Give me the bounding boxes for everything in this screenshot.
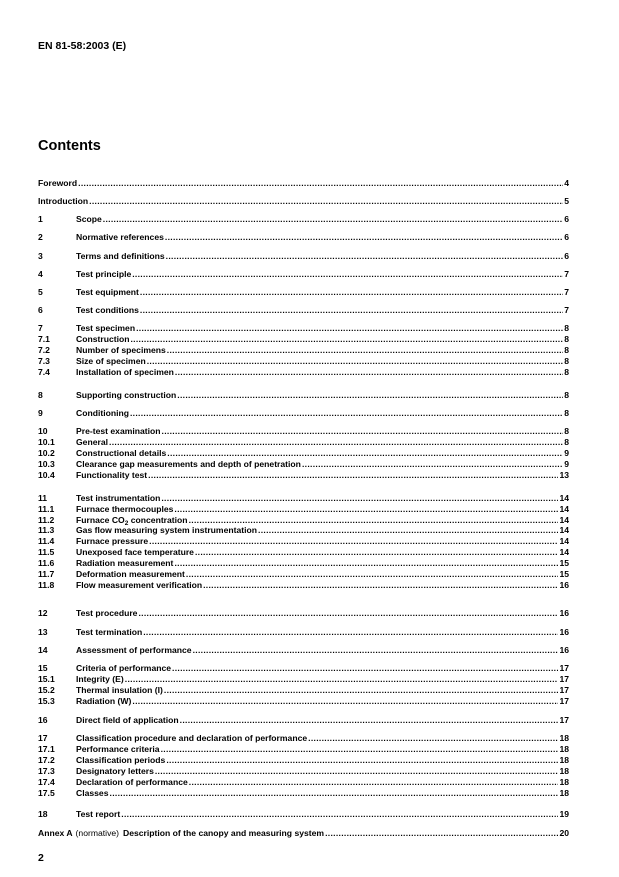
- toc-entry-label: Test specimen: [76, 323, 136, 333]
- dot-leader: [149, 536, 558, 547]
- dot-leader: [143, 627, 558, 638]
- dot-leader: [78, 178, 563, 189]
- toc-entry-label: Furnace pressure: [76, 536, 149, 546]
- toc-entry-label: Classes: [76, 788, 109, 798]
- toc-entry[interactable]: [38, 390, 569, 401]
- toc-entry-number: 11: [38, 493, 48, 503]
- toc-entry-page: 16: [559, 580, 569, 590]
- toc-entry[interactable]: [38, 674, 569, 685]
- toc-entry-label: Performance criteria: [76, 744, 160, 754]
- dot-leader: [132, 269, 563, 280]
- toc-entry-page: 8: [564, 323, 569, 333]
- dot-leader: [174, 558, 558, 569]
- toc-entry-number: 15.1: [38, 674, 55, 684]
- dot-leader: [193, 645, 559, 656]
- toc-entry-label: Test conditions: [76, 305, 139, 315]
- toc-entry-number: 17.5: [38, 788, 55, 798]
- toc-entry-label: General: [76, 437, 109, 447]
- toc-entry-label: Construction: [76, 334, 130, 344]
- toc-entry-page: 17: [559, 674, 569, 684]
- toc-entry-label: Functionality test: [76, 470, 148, 480]
- toc-entry-number: 9: [38, 408, 43, 418]
- toc-entry-label: Criteria of performance: [76, 663, 172, 673]
- toc-entry[interactable]: [38, 251, 569, 262]
- toc-entry[interactable]: [38, 645, 569, 656]
- dot-leader: [162, 426, 564, 437]
- toc-entry-number: 18: [38, 809, 48, 819]
- toc-entry-number: 11.5: [38, 547, 55, 557]
- toc-entry[interactable]: [38, 627, 569, 638]
- toc-entry[interactable]: [38, 408, 569, 419]
- dot-leader: [203, 580, 558, 591]
- annex-prefix: Annex A: [38, 828, 73, 838]
- toc-entry-page: 8: [564, 334, 569, 344]
- toc-entry[interactable]: [38, 755, 569, 766]
- toc-entry[interactable]: [38, 323, 569, 334]
- toc-entry-page: 9: [564, 448, 569, 458]
- toc-entry-label: Terms and definitions: [76, 251, 165, 261]
- toc-entry[interactable]: [38, 214, 569, 225]
- toc-entry-page: 15: [559, 569, 569, 579]
- toc-entry[interactable]: [38, 777, 569, 788]
- toc-entry-page: 16: [559, 608, 569, 618]
- toc-entry[interactable]: [38, 733, 569, 744]
- toc-entry-page: 17: [559, 685, 569, 695]
- dot-leader: [165, 232, 563, 243]
- toc-entry-page: 14: [559, 493, 569, 503]
- dot-leader: [174, 504, 558, 515]
- page-number: 2: [38, 852, 44, 864]
- toc-entry-number: 11.8: [38, 580, 55, 590]
- toc-entry-page: 18: [559, 788, 569, 798]
- toc-entry-label: Normative references: [76, 232, 164, 242]
- toc-entry-label: Conditioning: [76, 408, 129, 418]
- toc-entry[interactable]: [38, 788, 569, 799]
- dot-leader: [177, 390, 563, 401]
- toc-entry-label: Furnace thermocouples: [76, 504, 174, 514]
- toc-entry-number: 13: [38, 627, 48, 637]
- toc-entry-label: Flow measurement verification: [76, 580, 203, 590]
- toc-entry[interactable]: [38, 547, 569, 558]
- dot-leader: [164, 685, 559, 696]
- document-id: EN 81-58:2003 (E): [38, 40, 127, 52]
- dot-leader: [161, 493, 558, 504]
- toc-entry-label: [38, 828, 324, 839]
- dot-leader: [147, 356, 563, 367]
- toc-entry-label: Designatory letters: [76, 766, 154, 776]
- toc-entry-label: Declaration of performance: [76, 777, 188, 787]
- toc-entry-label: Classification procedure and declaration of performance: [76, 733, 308, 743]
- toc-entry-number: 17.2: [38, 755, 55, 765]
- dot-leader: [167, 345, 563, 356]
- toc-entry-label: Assessment of performance: [76, 645, 192, 655]
- toc-entry[interactable]: [38, 504, 569, 515]
- toc-entry[interactable]: [38, 459, 569, 470]
- label-part: Furnace CO: [76, 515, 125, 525]
- toc-entry-label: Number of specimens: [76, 345, 166, 355]
- toc-entry-page: 5: [564, 196, 569, 206]
- dot-leader: [121, 809, 558, 820]
- toc-entry-page: 17: [559, 696, 569, 706]
- dot-leader: [175, 367, 563, 378]
- toc-entry-number: 17: [38, 733, 48, 743]
- toc-entry-label: Size of specimen: [76, 356, 146, 366]
- toc-entry-label: Integrity (E): [76, 674, 124, 684]
- annex-note: (normative): [75, 828, 120, 838]
- dot-leader: [325, 828, 558, 839]
- toc-entry-label: Supporting construction: [76, 390, 177, 400]
- toc-entry[interactable]: [38, 715, 569, 726]
- dot-leader: [138, 608, 558, 619]
- toc-entry-label: Installation of specimen: [76, 367, 174, 377]
- toc-entry-number: 11.4: [38, 536, 55, 546]
- toc-entry-page: 4: [564, 178, 569, 188]
- toc-entry-number: 1: [38, 214, 43, 224]
- dot-leader: [195, 547, 558, 558]
- toc-entry-label: Constructional details: [76, 448, 167, 458]
- toc-entry-number: 15.3: [38, 696, 55, 706]
- toc-entry-label: Pre-test examination: [76, 426, 161, 436]
- dot-leader: [109, 437, 563, 448]
- toc-entry[interactable]: [38, 766, 569, 777]
- toc-entry-page: 13: [559, 470, 569, 480]
- dot-leader: [136, 323, 563, 334]
- dot-leader: [166, 755, 558, 766]
- toc-entry-number: 17.1: [38, 744, 55, 754]
- toc-entry-page: 8: [564, 437, 569, 447]
- toc-entry-page: 7: [564, 287, 569, 297]
- toc-entry[interactable]: [38, 345, 569, 356]
- toc-entry-page: 14: [559, 547, 569, 557]
- toc-entry-number: 3: [38, 251, 43, 261]
- toc-entry[interactable]: [38, 269, 569, 280]
- toc-entry-number: 4: [38, 269, 43, 279]
- toc-entry-number: 17.3: [38, 766, 55, 776]
- toc-entry-page: 8: [564, 356, 569, 366]
- toc-entry[interactable]: [38, 448, 569, 459]
- toc-entry-number: 11.1: [38, 504, 55, 514]
- toc-entry-label: Thermal insulation (I): [76, 685, 163, 695]
- toc-entry-number: 12: [38, 608, 48, 618]
- toc-entry-label: Test termination: [76, 627, 143, 637]
- toc-entry[interactable]: [38, 809, 569, 820]
- toc-entry-page: 8: [564, 390, 569, 400]
- dot-leader: [103, 214, 563, 225]
- dot-leader: [155, 766, 559, 777]
- toc-entry-page: 16: [559, 645, 569, 655]
- toc-entry[interactable]: [38, 334, 569, 345]
- toc-entry-number: 7.2: [38, 345, 50, 355]
- toc-entry-number: 11.3: [38, 525, 55, 535]
- toc-entry-page: 6: [564, 232, 569, 242]
- toc-entry[interactable]: [38, 525, 569, 536]
- toc-entry-number: 7: [38, 323, 43, 333]
- dot-leader: [140, 287, 563, 298]
- toc-entry-label: Radiation (W): [76, 696, 132, 706]
- toc-entry-page: 19: [559, 809, 569, 819]
- toc-entry-number: 16: [38, 715, 48, 725]
- toc-entry-number: 17.4: [38, 777, 55, 787]
- toc-entry-number: 14: [38, 645, 48, 655]
- toc-entry[interactable]: [38, 367, 569, 378]
- toc-entry[interactable]: [38, 580, 569, 591]
- toc-entry-page: 7: [564, 305, 569, 315]
- dot-leader: [258, 525, 558, 536]
- toc-entry-number: 11.6: [38, 558, 55, 568]
- toc-entry-page: 18: [559, 744, 569, 754]
- toc-entry-number: 11.2: [38, 515, 55, 525]
- toc-entry-number: 5: [38, 287, 43, 297]
- toc-entry-label: Test principle: [76, 269, 132, 279]
- dot-leader: [148, 470, 558, 481]
- dot-leader: [130, 334, 563, 345]
- toc-entry[interactable]: [38, 287, 569, 298]
- toc-entry-page: 8: [564, 367, 569, 377]
- toc-entry-number: 6: [38, 305, 43, 315]
- toc-entry-page: 15: [559, 558, 569, 568]
- toc-entry[interactable]: [38, 696, 569, 707]
- toc-entry-page: 6: [564, 214, 569, 224]
- toc-entry[interactable]: [38, 685, 569, 696]
- dot-leader: [302, 459, 563, 470]
- dot-leader: [89, 196, 563, 207]
- toc-entry-page: 17: [559, 663, 569, 673]
- toc-entry-page: 14: [559, 525, 569, 535]
- toc-entry-number: 10: [38, 426, 48, 436]
- dot-leader: [189, 777, 559, 788]
- dot-leader: [161, 744, 559, 755]
- dot-leader: [172, 663, 558, 674]
- toc-entry-page: 18: [559, 766, 569, 776]
- toc-entry-number: 2: [38, 232, 43, 242]
- toc-entry[interactable]: [38, 569, 569, 580]
- dot-leader: [167, 448, 563, 459]
- toc-entry[interactable]: [38, 305, 569, 316]
- toc-entry-label: Introduction: [38, 196, 89, 206]
- toc-entry-label: Test instrumentation: [76, 493, 161, 503]
- dot-leader: [186, 569, 559, 580]
- toc-entry-label: Test equipment: [76, 287, 139, 297]
- toc-entry[interactable]: [38, 426, 569, 437]
- toc-entry[interactable]: [38, 828, 569, 839]
- dot-leader: [180, 715, 559, 726]
- toc-entry-number: 15.2: [38, 685, 55, 695]
- dot-leader: [140, 305, 563, 316]
- toc-entry[interactable]: [38, 558, 569, 569]
- toc-entry-number: 7.3: [38, 356, 50, 366]
- toc-entry-page: 17: [559, 715, 569, 725]
- label-subscript: 2: [124, 520, 129, 527]
- toc-entry-label: Deformation measurement: [76, 569, 185, 579]
- toc-entry-label: Foreword: [38, 178, 78, 188]
- toc-entry-label: Unexposed face temperature: [76, 547, 194, 557]
- toc-entry-page: 8: [564, 426, 569, 436]
- toc-entry[interactable]: [38, 356, 569, 367]
- toc-entry-number: 11.7: [38, 569, 55, 579]
- toc-entry-number: 8: [38, 390, 43, 400]
- toc-entry-page: 18: [559, 755, 569, 765]
- toc-entry[interactable]: [38, 608, 569, 619]
- dot-leader: [110, 788, 559, 799]
- toc-entry[interactable]: [38, 744, 569, 755]
- toc-entry[interactable]: [38, 536, 569, 547]
- toc-entry-number: 7.4: [38, 367, 50, 377]
- toc-entry-number: 10.1: [38, 437, 55, 447]
- toc-entry-label: Test procedure: [76, 608, 138, 618]
- page-title: Contents: [38, 138, 101, 154]
- annex-title: Description of the canopy and measuring system: [123, 828, 325, 838]
- dot-leader: [166, 251, 564, 262]
- toc-entry-page: 18: [559, 733, 569, 743]
- toc-entry-page: 14: [559, 515, 569, 525]
- toc-entry-number: 10.4: [38, 470, 55, 480]
- label-part: concentration: [128, 515, 188, 525]
- toc-entry-number: 15: [38, 663, 48, 673]
- toc-entry-label: Classification periods: [76, 755, 166, 765]
- toc-entry[interactable]: [38, 493, 569, 504]
- toc-entry[interactable]: [38, 437, 569, 448]
- toc-entry-page: 18: [559, 777, 569, 787]
- toc-entry[interactable]: [38, 232, 569, 243]
- toc-entry-page: 9: [564, 459, 569, 469]
- toc-entry-label: Radiation measurement: [76, 558, 174, 568]
- toc-entry-page: 8: [564, 408, 569, 418]
- toc-entry[interactable]: [38, 178, 569, 189]
- dot-leader: [308, 733, 558, 744]
- toc-entry-page: 7: [564, 269, 569, 279]
- toc-entry-number: 7.1: [38, 334, 50, 344]
- dot-leader: [132, 696, 558, 707]
- dot-leader: [125, 674, 559, 685]
- toc-entry-number: 10.2: [38, 448, 55, 458]
- toc-entry-page: 14: [559, 504, 569, 514]
- toc-entry-label: Scope: [76, 214, 102, 224]
- toc-entry-label: Gas flow measuring system instrumentation: [76, 525, 257, 535]
- toc-entry-page: 8: [564, 345, 569, 355]
- toc-entry-label: Clearance gap measurements and depth of penetration: [76, 459, 301, 469]
- toc-entry[interactable]: [38, 470, 569, 481]
- toc-entry[interactable]: [38, 196, 569, 207]
- toc-entry-page: 6: [564, 251, 569, 261]
- dot-leader: [130, 408, 563, 419]
- toc-entry-number: 10.3: [38, 459, 55, 469]
- toc-entry-label: Test report: [76, 809, 121, 819]
- toc-entry-page: 20: [559, 828, 569, 838]
- toc-entry[interactable]: [38, 663, 569, 674]
- toc-entry-label: Direct field of application: [76, 715, 179, 725]
- toc-entry-page: 14: [559, 536, 569, 546]
- toc-entry-page: 16: [559, 627, 569, 637]
